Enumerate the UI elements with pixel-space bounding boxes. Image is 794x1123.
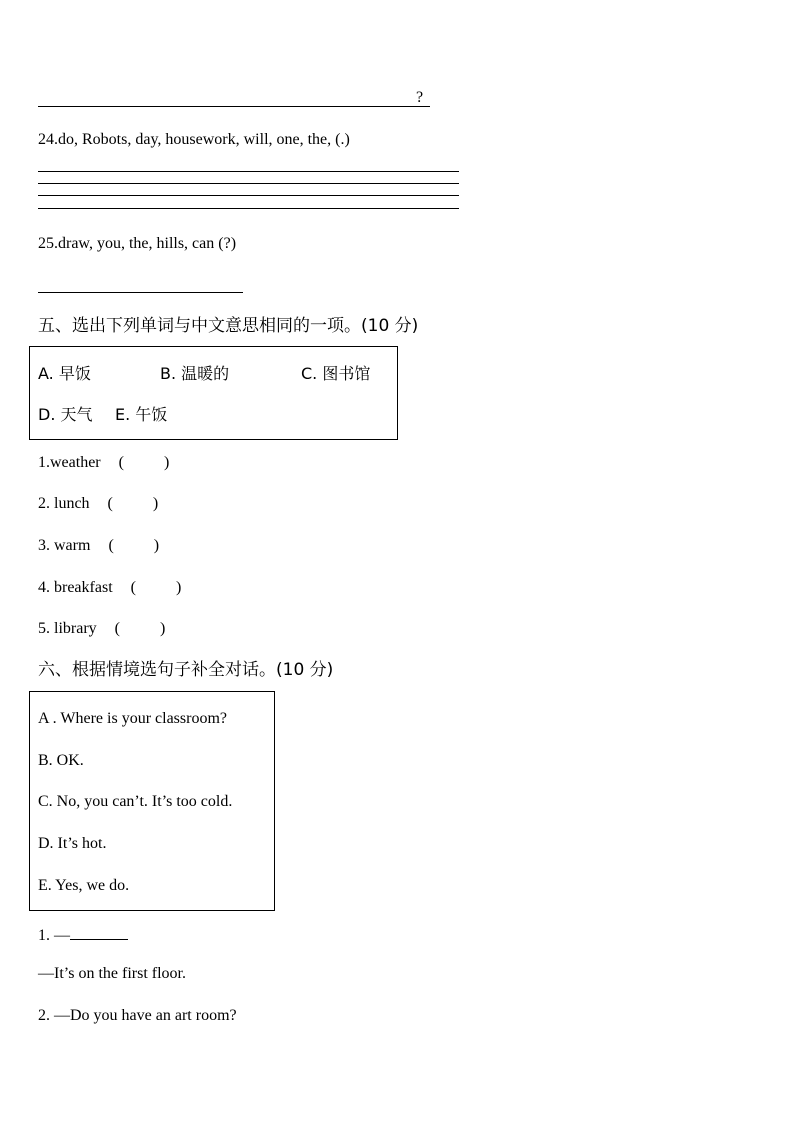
s5-item-4-answer[interactable]: ( ) (130, 579, 182, 596)
dialog-line-1 (38, 923, 128, 946)
q24-answer-line-4[interactable] (38, 208, 459, 209)
s5-item-4 (38, 578, 181, 598)
dialog-line-3: 2. —Do you have an art room? (38, 1007, 237, 1024)
option-d: D. 天气 (38, 405, 93, 424)
s5-item-2-word: 2. lunch (38, 495, 90, 512)
q25-answer-line[interactable] (38, 292, 243, 293)
dialog-line-1-text: 1. — (38, 927, 70, 944)
s5-item-3-word: 3. warm (38, 537, 91, 554)
dialog-line-2: —It’s on the first floor. (38, 965, 186, 982)
q24-prompt: 24.do, Robots, day, housework, will, one, the, (.) (38, 131, 350, 148)
option-a: A. 早饭 (38, 364, 91, 383)
s5-item-3-answer[interactable]: ( ) (108, 537, 160, 554)
s5-item-5 (38, 619, 165, 639)
q23-question-mark: ? (416, 89, 424, 106)
s5-item-2-answer[interactable]: ( ) (107, 495, 159, 512)
s5-item-1-word: 1.weather (38, 454, 101, 471)
s6-option-d: D. It’s hot. (38, 835, 107, 852)
s5-item-5-answer[interactable]: ( ) (114, 620, 166, 637)
s6-option-c: C. No, you can’t. It’s too cold. (38, 793, 233, 810)
s6-option-b: B. OK. (38, 752, 84, 769)
section6-options-box (29, 691, 275, 911)
s5-item-3 (38, 536, 159, 556)
s6-option-e: E. Yes, we do. (38, 877, 130, 894)
q24-answer-line-2[interactable] (38, 183, 459, 184)
q23-answer-line[interactable] (38, 106, 430, 107)
section5-heading: 五、选出下列单词与中文意思相同的一项。(10 分) (38, 316, 419, 336)
option-b: B. 温暖的 (160, 364, 230, 383)
s5-item-2 (38, 494, 158, 514)
option-c: C. 图书馆 (301, 364, 371, 383)
q24-answer-line-1[interactable] (38, 171, 459, 172)
q24-answer-line-3[interactable] (38, 195, 459, 196)
section6-heading: 六、根据情境选句子补全对话。(10 分) (38, 660, 334, 680)
dialog-1-answer-blank[interactable] (70, 923, 128, 940)
option-e: E. 午饭 (115, 405, 168, 424)
q25-prompt: 25.draw, you, the, hills, can (?) (38, 235, 237, 252)
s5-item-1 (38, 453, 169, 473)
s5-item-1-answer[interactable]: ( ) (118, 454, 170, 471)
s6-option-a: A . Where is your classroom? (38, 710, 227, 727)
s5-item-5-word: 5. library (38, 620, 97, 637)
s5-item-4-word: 4. breakfast (38, 579, 113, 596)
section5-options-box (29, 346, 398, 440)
